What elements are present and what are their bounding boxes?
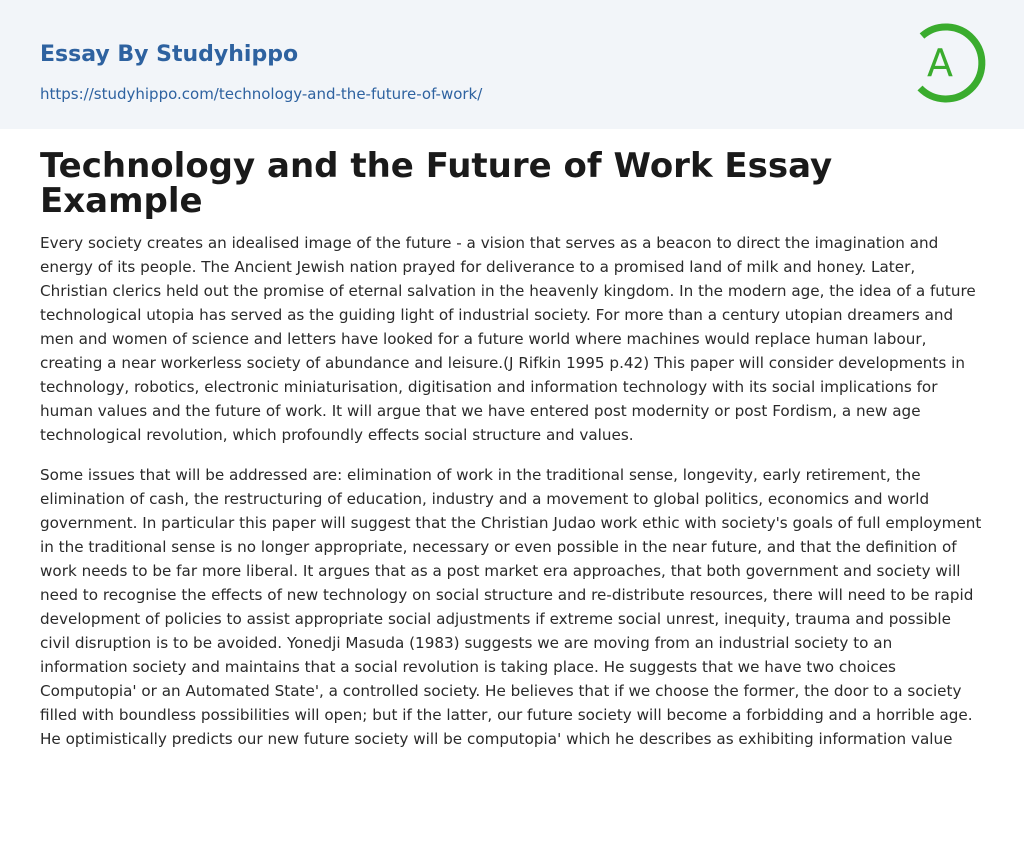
site-header (0, 0, 1024, 129)
logo-letter: A (927, 41, 953, 85)
essay-paragraph-1: Every society creates an idealised image of the future - a vision that serves as a beacon to direct the imagination and energy of its people. The Ancient Jewish nation prayed for deliverance to a promised land of milk and honey. Later, Christian clerics held out the promise of eternal salvation in the heavenly kingdom. In the modern age, the idea of a future technological utopia has served as the guiding light of industrial society. For more than a century utopian dreamers and men and women of science and letters have looked for a future world where machines would replace human labour, creating a near workerless society of abundance and leisure.(J Rifkin 1995 p.42) This paper will consider developments in technology, robotics, electronic miniaturisation, digitisation and information technology with its social implications for human values and the future of work. It will argue that we have entered post modernity or post Fordism, a new age technological revolution, which profoundly effects social structure and values. (40, 234, 976, 444)
site-brand-title[interactable]: Essay By Studyhippo (40, 42, 299, 67)
essay-content (0, 146, 1024, 751)
essay-url-link[interactable]: https://studyhippo.com/technology-and-the-future-of-work/ (40, 85, 483, 103)
studyhippo-logo-icon[interactable] (910, 18, 988, 106)
essay-paragraph-2: Some issues that will be addressed are: elimination of work in the traditional sense, longevity, early retirement, the elimination of cash, the restructuring of education, industry and a movement to global politics, economics and world government. In particular this paper will suggest that the Christian Judao work ethic with society's goals of full employment in the traditional sense is no longer appropriate, necessary or even possible in the near future, and that the definition of work needs to be far more liberal. It argues that as a post market era approaches, that both government and society will need to recognise the effects of new technology on social structure and re-distribute resources, there will need to be rapid development of policies to assist appropriate social adjustments if extreme social unrest, inequity, trauma and possible civil disruption is to be avoided. Yonedji Masuda (1983) suggests we are moving from an industrial society to an information society and maintains that a social revolution is taking place. He suggests that we have two choices Computopia' or an Automated State', a controlled society. He believes that if we choose the former, the door to a society filled with boundless possibilities will open; but if the latter, our future society will become a forbidding and a horrible age. He optimistically predicts our new future society will be computopia' which he describes as exhibiting information value (40, 466, 982, 748)
essay-title: Technology and the Future of Work Essay Example (40, 146, 833, 221)
